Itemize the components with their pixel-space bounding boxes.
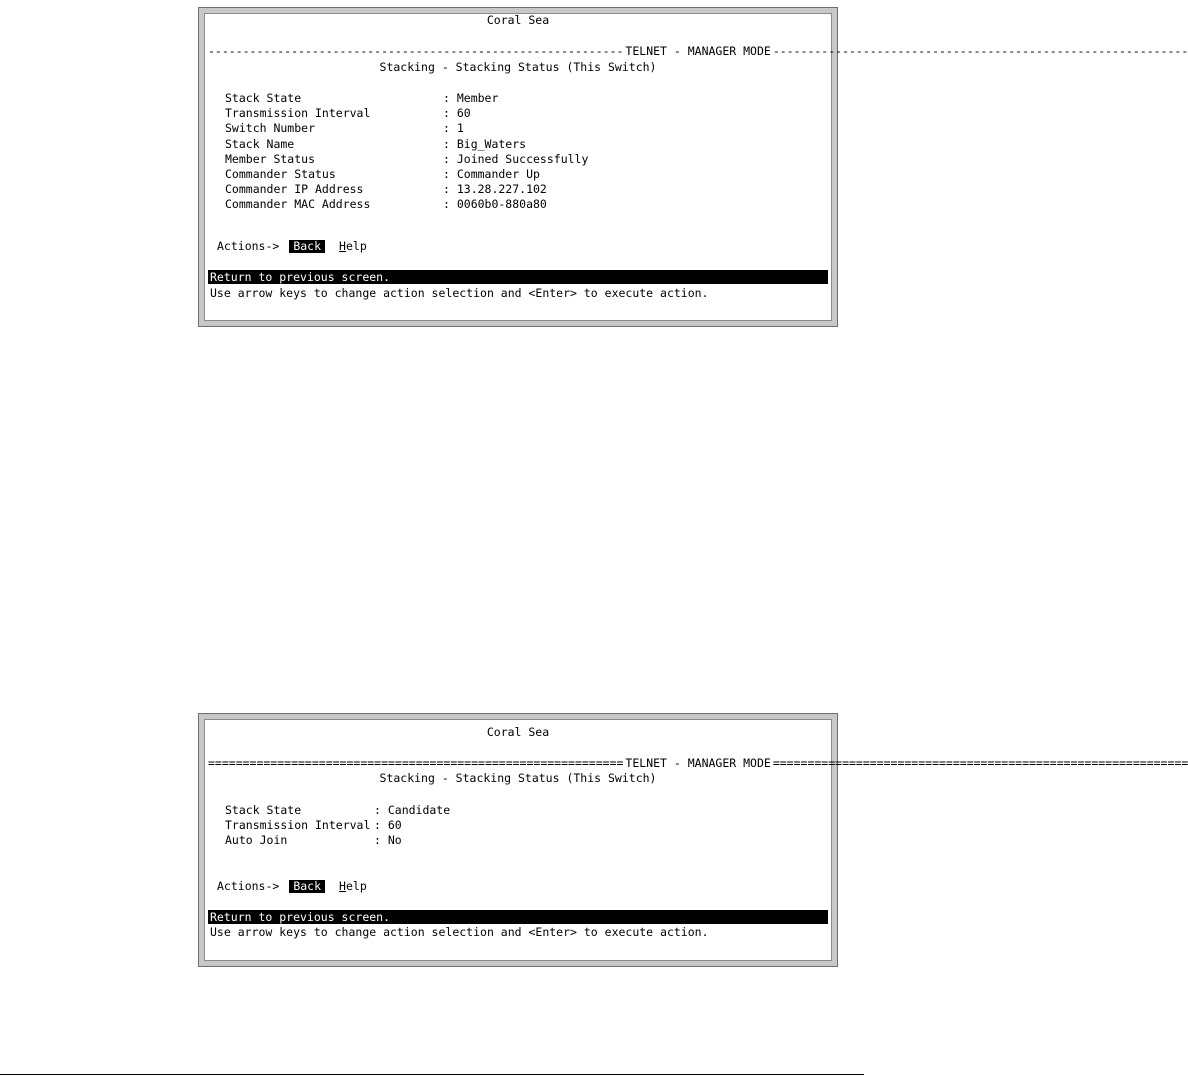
- help-hotkey: H: [339, 239, 346, 253]
- back-hotkey: B: [293, 879, 301, 893]
- screen-subtitle: Stacking - Stacking Status (This Switch): [379, 771, 657, 785]
- help-hotkey: H: [339, 879, 346, 893]
- field-value-commander-mac: : 0060b0-880a80: [443, 197, 547, 211]
- help-label: elp: [345, 879, 367, 893]
- separator-right: ============================================================: [772, 756, 1188, 770]
- actions-bar: [217, 880, 371, 893]
- separator-left: ============================================================: [208, 756, 624, 770]
- status-line: Return to previous screen.: [208, 910, 828, 924]
- help-button[interactable]: [335, 240, 371, 253]
- back-button[interactable]: [289, 240, 325, 253]
- field-value-stack-state: : Candidate: [374, 803, 451, 817]
- status-line: Return to previous screen.: [208, 270, 828, 284]
- field-value-stack-state: : Member: [443, 91, 499, 105]
- telnet-window-candidate: [198, 713, 1188, 967]
- field-label-switch-number: Switch Number: [225, 121, 316, 135]
- separator-left: ------------------------------------------------------------: [208, 44, 624, 58]
- mode-header: TELNET - MANAGER MODE: [625, 44, 771, 58]
- page-bottom-rule: [0, 1074, 864, 1075]
- field-value-commander-status: : Commander Up: [443, 167, 540, 181]
- mode-header: TELNET - MANAGER MODE: [625, 756, 771, 770]
- field-label-commander-ip: Commander IP Address: [225, 182, 364, 196]
- telnet-window-member: [198, 7, 1188, 327]
- field-label-stack-state: Stack State: [225, 91, 302, 105]
- separator-right: ------------------------------------------------------------: [772, 44, 1188, 58]
- field-label-commander-mac: Commander MAC Address: [225, 197, 371, 211]
- field-value-commander-ip: : 13.28.227.102: [443, 182, 547, 196]
- field-label-transmission-interval: Transmission Interval: [225, 818, 371, 832]
- field-label-member-status: Member Status: [225, 152, 316, 166]
- actions-bar: [217, 240, 371, 253]
- hint-line: Use arrow keys to change action selection and <Enter> to execute action.: [210, 925, 709, 939]
- back-label: ack: [300, 239, 322, 253]
- switch-title: Coral Sea: [486, 725, 550, 739]
- field-label-transmission-interval: Transmission Interval: [225, 106, 371, 120]
- field-value-auto-join: : No: [374, 833, 402, 847]
- hint-line: Use arrow keys to change action selection and <Enter> to execute action.: [210, 286, 709, 300]
- back-hotkey: B: [293, 239, 301, 253]
- mode-separator: [208, 44, 1188, 58]
- back-label: ack: [300, 879, 322, 893]
- field-label-auto-join: Auto Join: [225, 833, 288, 847]
- field-label-stack-state: Stack State: [225, 803, 302, 817]
- field-label-commander-status: Commander Status: [225, 167, 336, 181]
- mode-separator: [208, 756, 1188, 770]
- field-value-switch-number: : 1: [443, 121, 464, 135]
- field-label-stack-name: Stack Name: [225, 137, 295, 151]
- back-button[interactable]: [289, 880, 325, 893]
- field-value-stack-name: : Big_Waters: [443, 137, 527, 151]
- help-button[interactable]: [335, 880, 371, 893]
- field-value-transmission-interval: : 60: [374, 818, 402, 832]
- help-label: elp: [345, 239, 367, 253]
- field-value-transmission-interval: : 60: [443, 106, 471, 120]
- actions-label: Actions->: [217, 239, 280, 253]
- field-value-member-status: : Joined Successfully: [443, 152, 589, 166]
- actions-label: Actions->: [217, 879, 280, 893]
- switch-title: Coral Sea: [486, 13, 550, 27]
- screen-subtitle: Stacking - Stacking Status (This Switch): [379, 60, 657, 74]
